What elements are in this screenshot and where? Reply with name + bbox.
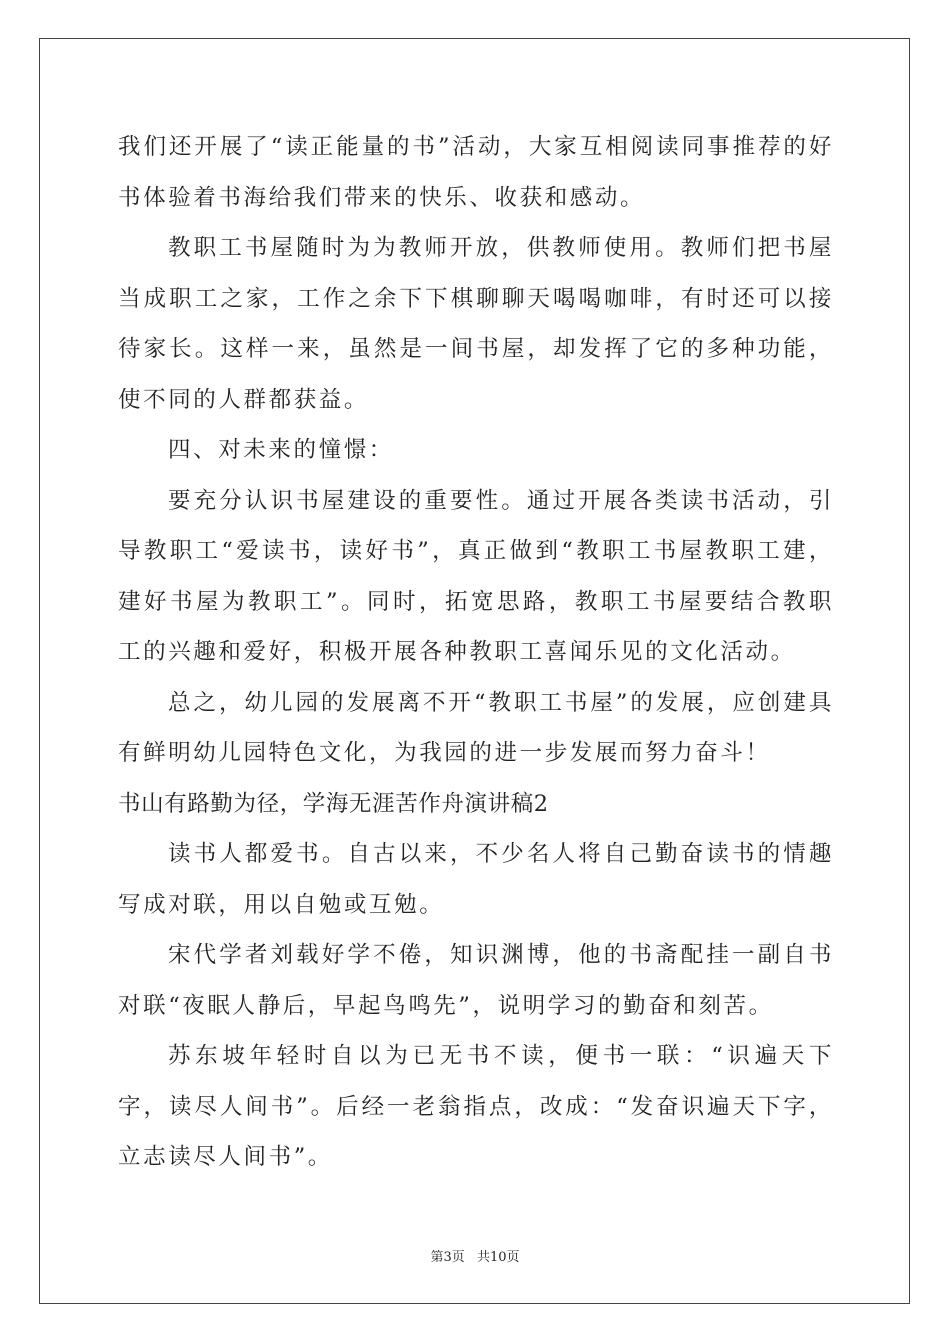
paragraph-conclusion: 总之，幼儿园的发展离不开“教职工书屋”的发展，应创建具有鲜明幼儿园特色文化，为我园的进一步发展而努力奋斗！: [118, 689, 834, 766]
document-body: [118, 122, 834, 1183]
speech-title: 书山有路勤为径，学海无涯苦作舟演讲稿2: [118, 790, 549, 817]
paragraph-liu-zai: 宋代学者刘载好学不倦，知识渊博，他的书斋配挂一副自书对联“夜眠人静后，早起鸟鸣先”，说明学习的勤奋和刻苦。: [118, 942, 834, 1019]
paragraph-su-dongpo: 苏东坡年轻时自以为已无书不读，便书一联：“识遍天下字，读尽人间书”。后经一老翁指点，改成：“发奋识遍天下字，立志读尽人间书”。: [118, 1043, 834, 1170]
paragraph-reading-activity: 我们还开展了“读正能量的书”活动，大家互相阅读同事推荐的好书体验着书海给我们带来的快乐、收获和感动。: [118, 134, 834, 211]
section-heading-future: 四、对未来的憧憬：: [168, 437, 394, 463]
paragraph-importance: 要充分认识书屋建设的重要性。通过开展各类读书活动，引导教职工“爱读书，读好书”，真正做到“教职工书屋教职工建，建好书屋为教职工”。同时，拓宽思路，教职工书屋要结合教职工的兴趣和爱好，积极开展各种教职工喜闻乐见的文化活动。: [118, 487, 834, 665]
page-total: 共10页: [476, 1250, 520, 1265]
paragraph-readers-love-books: 读书人都爱书。自古以来，不少名人将自己勤奋读书的情趣写成对联，用以自勉或互勉。: [118, 841, 834, 918]
page-footer: [0, 1246, 950, 1265]
page-number: 第3页: [430, 1250, 465, 1265]
paragraph-staff-bookhouse: 教职工书屋随时为为教师开放，供教师使用。教师们把书屋当成职工之家，工作之余下下棋聊聊天喝喝咖啡，有时还可以接待家长。这样一来，虽然是一间书屋，却发挥了它的多种功能，使不同的人群都获益。: [118, 235, 834, 413]
